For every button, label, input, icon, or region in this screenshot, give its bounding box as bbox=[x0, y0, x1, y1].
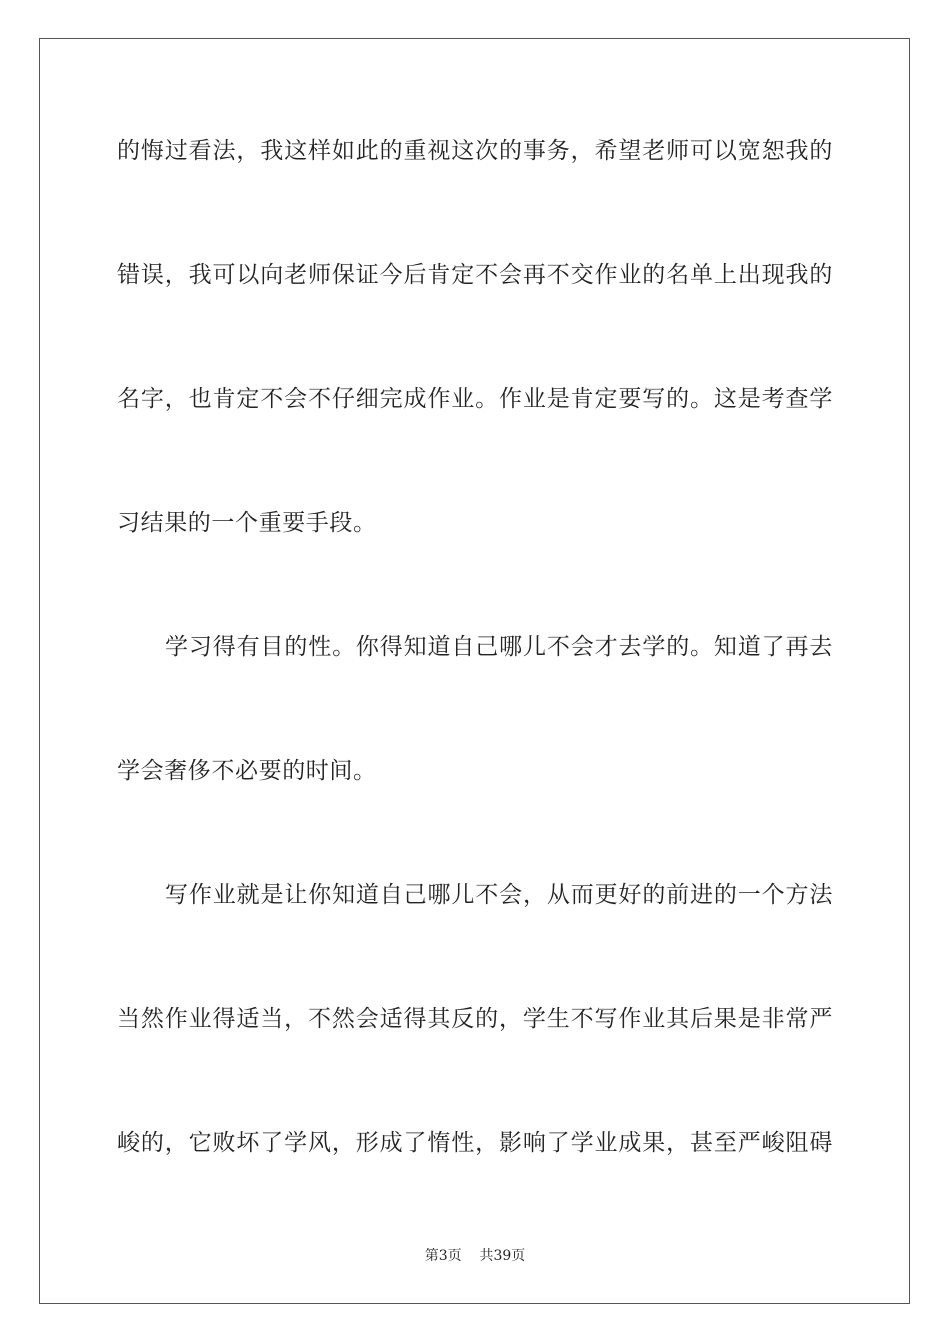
body-line-7: 写作业就是让你知道自己哪儿不会，从而更好的前进的一个方法 bbox=[165, 882, 833, 908]
body-line-6: 学会奢侈不必要的时间。 bbox=[117, 758, 377, 784]
page-footer bbox=[0, 1246, 950, 1266]
body-line-9: 峻的，它败坏了学风，形成了惰性，影响了学业成果，甚至严峻阻碍 bbox=[117, 1130, 833, 1156]
page-number: 第3页 bbox=[424, 1248, 462, 1264]
body-line-8: 当然作业得适当，不然会适得其反的，学生不写作业其后果是非常严 bbox=[117, 1006, 833, 1032]
body-line-3: 名字，也肯定不会不仔细完成作业。作业是肯定要写的。这是考查学 bbox=[117, 386, 833, 412]
page-frame bbox=[39, 38, 910, 1304]
body-line-5: 学习得有目的性。你得知道自己哪儿不会才去学的。知道了再去 bbox=[165, 634, 833, 660]
body-line-4: 习结果的一个重要手段。 bbox=[117, 510, 377, 536]
page-total: 共39页 bbox=[479, 1248, 526, 1264]
body-line-2: 错误，我可以向老师保证今后肯定不会再不交作业的名单上出现我的 bbox=[117, 262, 833, 288]
body-line-1: 的悔过看法，我这样如此的重视这次的事务，希望老师可以宽恕我的 bbox=[117, 138, 833, 164]
